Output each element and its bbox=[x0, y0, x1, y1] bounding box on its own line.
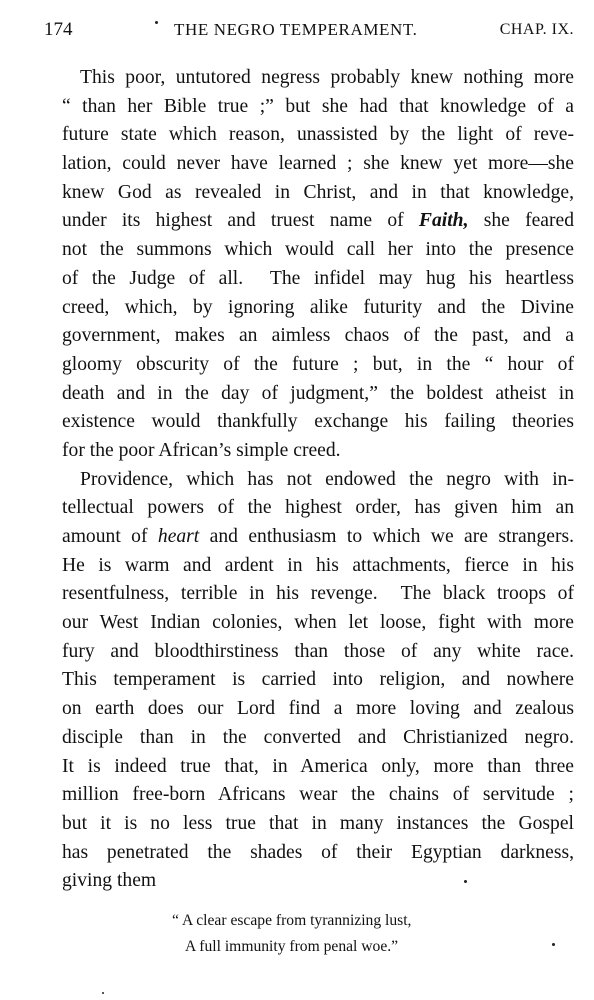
running-title: THE NEGRO TEMPERAMENT. bbox=[174, 20, 418, 39]
text-line bbox=[62, 781, 574, 810]
text-fragment: tellectual powers of the highest order, has given him an bbox=[62, 497, 574, 519]
text-fragment: under its highest and truest name of bbox=[62, 210, 419, 232]
text-line bbox=[62, 236, 574, 265]
text-fragment: disciple than in the converted and Christianized negro. bbox=[62, 726, 574, 748]
text-line bbox=[62, 609, 574, 638]
text-fragment: This temperament is carried into religion, and nowhere bbox=[62, 669, 574, 691]
text-fragment: gloomy obscurity of the future ; but, in the “ hour of bbox=[62, 353, 574, 375]
text-fragment: but it is no less true that in many instances the Gospel bbox=[62, 812, 574, 834]
text-fragment: It is indeed true that, in America only, more than three bbox=[62, 755, 574, 777]
text-line bbox=[62, 494, 574, 523]
page-number: 174 bbox=[44, 19, 73, 40]
text-fragment: He is warm and ardent in his attachments, fierce in his bbox=[62, 554, 574, 576]
text-fragment: giving them bbox=[62, 870, 157, 892]
text-line bbox=[62, 322, 574, 351]
text-line bbox=[62, 265, 574, 294]
running-head bbox=[44, 18, 574, 42]
text-fragment: This poor, untutored negress probably knew nothing more bbox=[80, 67, 574, 88]
text-line bbox=[62, 839, 574, 868]
print-speck bbox=[464, 880, 467, 883]
text-line bbox=[62, 724, 574, 753]
text-fragment: of the Judge of all. The infidel may hug his heartless bbox=[62, 267, 574, 289]
text-fragment: on earth does our Lord find a more loving and zealous bbox=[62, 698, 574, 720]
text-fragment: fury and bloodthirstiness than those of any white race. bbox=[62, 640, 574, 662]
verse-quotation bbox=[0, 908, 594, 960]
text-fragment: Providence, which has not endowed the negro with in- bbox=[80, 468, 574, 490]
text-line bbox=[62, 523, 574, 552]
text-line bbox=[62, 666, 574, 695]
text-fragment: knew God as revealed in Christ, and in that knowledge, bbox=[62, 181, 574, 203]
text-fragment: million free-born Africans wear the chains of servitude ; bbox=[62, 784, 574, 806]
text-line bbox=[62, 179, 574, 208]
text-fragment: and enthusiasm to which we are strangers. bbox=[199, 526, 574, 547]
text-line bbox=[62, 867, 574, 896]
text-line bbox=[62, 695, 574, 724]
text-fragment: death and in the day of judgment,” the boldest atheist in bbox=[62, 382, 574, 404]
text-fragment: future state which reason, unassisted by the light of reve- bbox=[62, 124, 574, 146]
text-line bbox=[62, 552, 574, 581]
text-line bbox=[62, 93, 574, 122]
text-fragment: not the summons which would call her into the presence bbox=[62, 239, 574, 261]
text-line bbox=[62, 294, 574, 323]
text-fragment: government, makes an aimless chaos of the past, and a bbox=[62, 325, 574, 347]
text-fragment: our West Indian colonies, when let loose, fight with more bbox=[62, 612, 574, 634]
text-line bbox=[62, 380, 574, 409]
text-line bbox=[62, 753, 574, 782]
text-fragment: creed, which, by ignoring alike futurity and the Divine bbox=[62, 296, 574, 318]
text-line bbox=[62, 580, 574, 609]
text-fragment: amount of bbox=[62, 526, 158, 547]
print-speck bbox=[155, 21, 158, 24]
verse-line-2: A full immunity from penal woe.” bbox=[185, 938, 399, 955]
text-fragment: has penetrated the shades of their Egyptian darkness, bbox=[62, 841, 574, 863]
chapter-label: CHAP. IX. bbox=[499, 21, 574, 38]
emphasized-text: Faith, bbox=[418, 210, 469, 232]
text-line bbox=[62, 64, 574, 93]
text-line bbox=[62, 351, 574, 380]
emphasized-text: heart bbox=[157, 526, 200, 547]
text-fragment: “ than her Bible true ;” but she had that knowledge of a bbox=[62, 95, 574, 117]
text-line bbox=[62, 121, 574, 150]
text-fragment: for the poor African’s simple creed. bbox=[62, 439, 341, 461]
text-fragment: existence would thankfully exchange his failing theories bbox=[62, 411, 574, 433]
text-line bbox=[62, 810, 574, 839]
verse-line-1: “ A clear escape from tyrannizing lust, bbox=[172, 912, 412, 929]
text-line bbox=[62, 408, 574, 437]
print-speck bbox=[552, 943, 555, 946]
text-fragment: lation, could never have learned ; she knew yet more—she bbox=[62, 153, 574, 175]
text-fragment: resentfulness, terrible in his revenge. The black troops of bbox=[62, 583, 574, 605]
print-speck bbox=[102, 992, 104, 994]
text-line bbox=[62, 466, 574, 495]
body-text bbox=[62, 64, 574, 896]
text-fragment: she feared bbox=[468, 210, 574, 232]
text-line bbox=[62, 638, 574, 667]
text-line bbox=[62, 150, 574, 179]
text-line bbox=[62, 437, 574, 466]
text-line bbox=[62, 207, 574, 236]
